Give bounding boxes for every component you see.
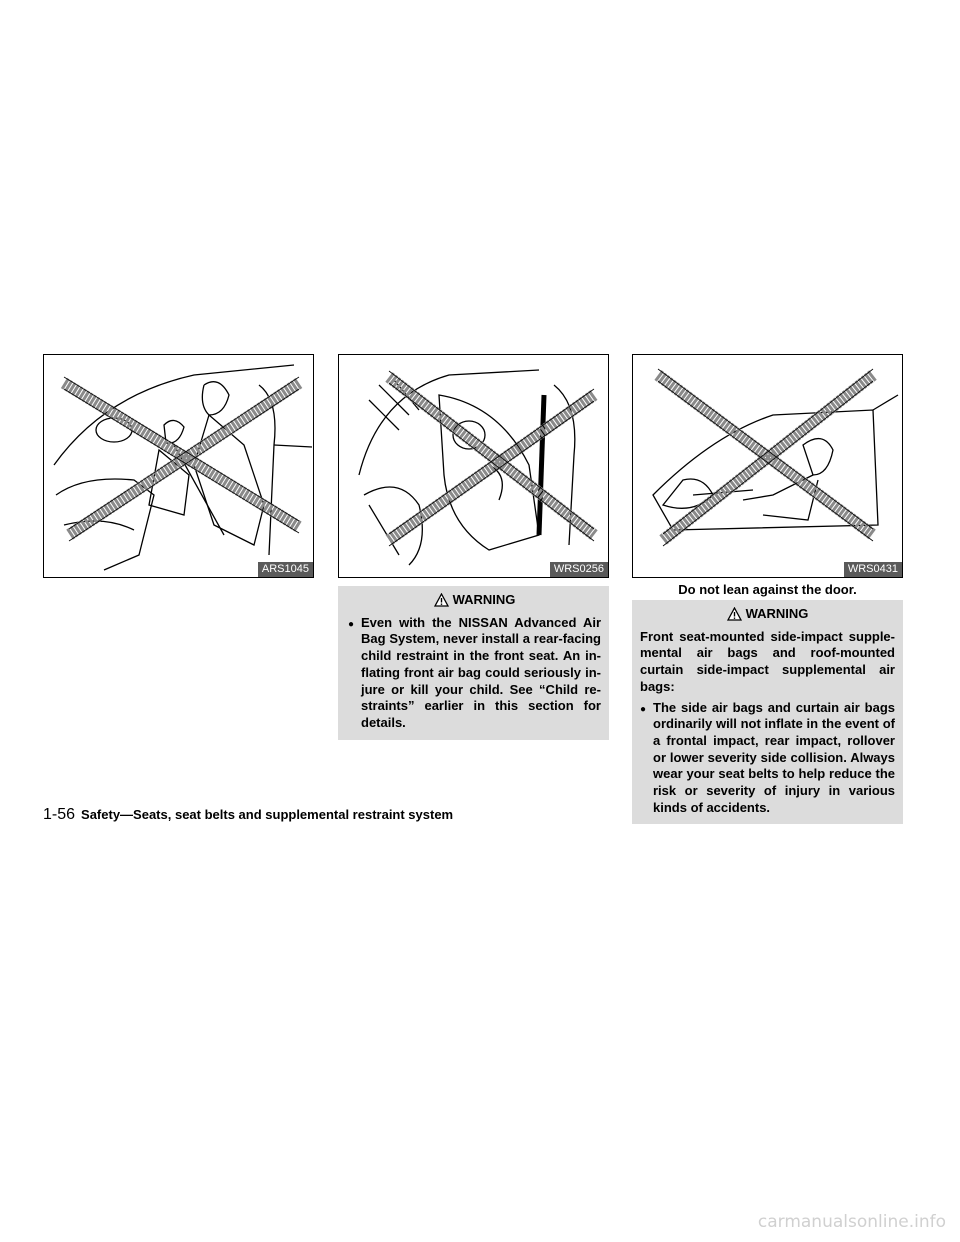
illustration-rear-facing-child-seat — [339, 355, 608, 577]
watermark: carmanualsonline.info — [757, 1212, 946, 1232]
bullet-icon: ● — [348, 618, 355, 630]
figure-code: WRS0256 — [550, 562, 608, 577]
figure-code: ARS1045 — [258, 562, 313, 577]
illustration-child-held-front-seat — [44, 355, 313, 577]
figure-child-front-seat — [43, 354, 314, 578]
warning-intro: Front seat-mounted side-impact supple-mental air bags and roof-mounted curtain side-impact supplemental air bags: — [640, 628, 895, 694]
warning-box-side-airbags — [632, 600, 903, 824]
section-title: Safety—Seats, seat belts and supplemental restraint system — [81, 807, 454, 822]
warning-triangle-icon — [727, 607, 742, 621]
figure-rear-facing-child-seat — [338, 354, 609, 578]
warning-heading — [348, 592, 601, 609]
figure-lean-against-door — [632, 354, 903, 578]
warning-heading — [640, 606, 895, 623]
warning-heading-text: WARNING — [452, 592, 516, 607]
figure-code: WRS0431 — [844, 562, 902, 577]
warning-bullet-text: Even with the NISSAN Advanced Air Bag System, never install a rear-facing child restraint in the front seat. An in-flating front air bag could seriously in-jure or kill your child. See “Child re-straints” earlier in this section for details. — [361, 614, 601, 730]
warning-triangle-icon — [434, 593, 449, 607]
illustration-occupant-leaning-door — [633, 355, 902, 577]
bullet-icon: ● — [640, 703, 647, 715]
page-number: 1-56 — [43, 806, 76, 823]
page-footer — [43, 806, 453, 824]
warning-bullet — [640, 700, 895, 817]
warning-bullet — [348, 615, 601, 732]
warning-bullet-text: The side air bags and curtain air bags ordinarily will not inflate in the event of a frontal impact, rear impact, rollover or lower severity side collision. Always wear your seat belts to help reduce the risk or severity of injury in various kinds of accidents. — [653, 699, 895, 815]
warning-heading-text: WARNING — [745, 606, 809, 621]
warning-box-rear-facing — [338, 586, 609, 740]
figure-caption: Do not lean against the door. — [678, 582, 857, 597]
